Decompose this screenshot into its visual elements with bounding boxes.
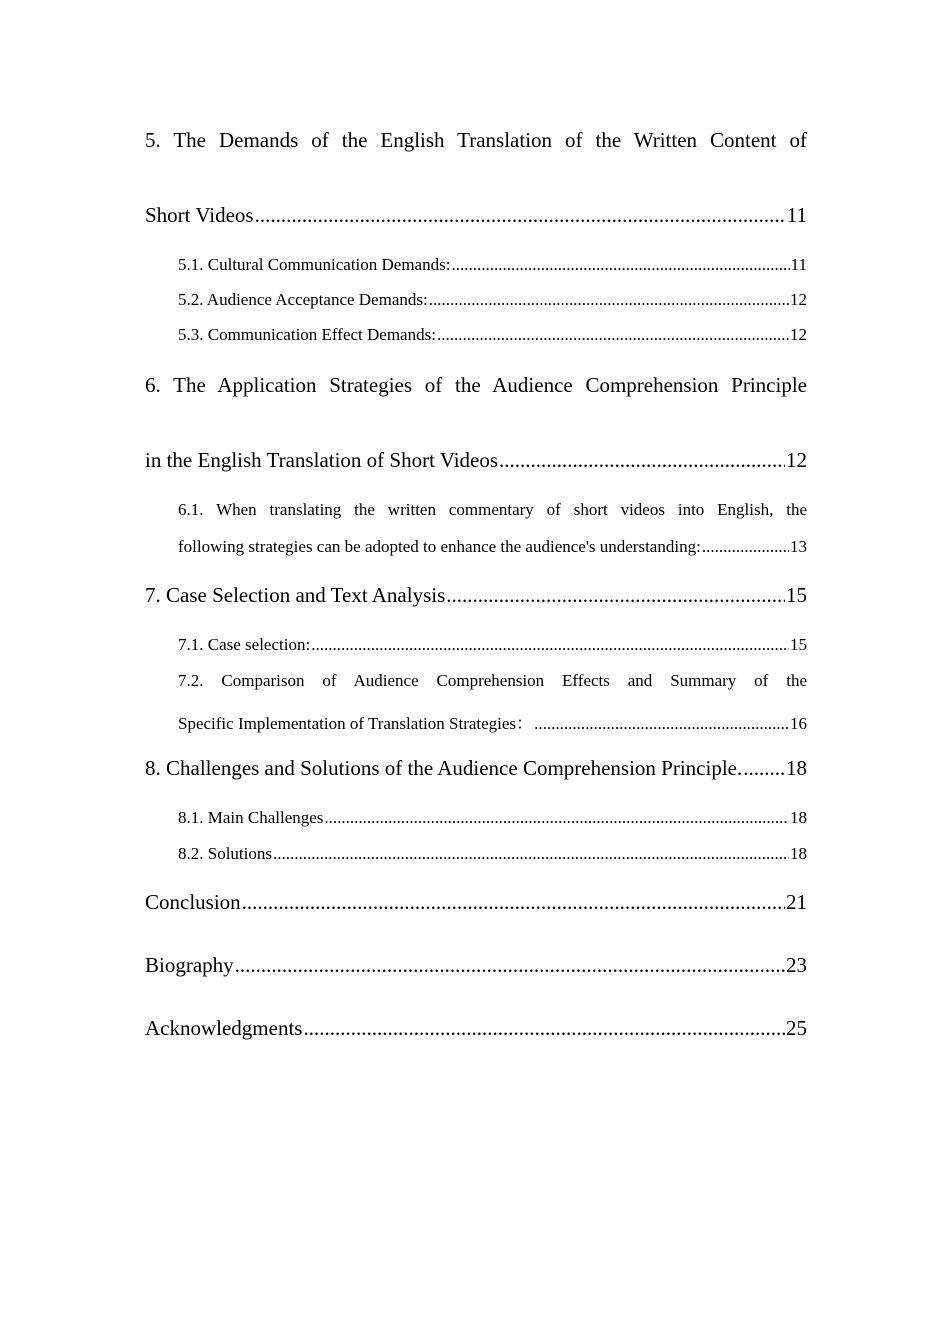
dot-leader [451, 255, 789, 275]
dot-leader [429, 290, 789, 310]
toc-entry-5-3[interactable] [178, 325, 807, 345]
toc-entry-6-1-cont[interactable] [178, 537, 807, 557]
toc-entry-title: Acknowledgments [145, 1016, 303, 1040]
page-number: 11 [790, 255, 807, 274]
dot-leader [324, 808, 789, 828]
page-number: 18 [790, 808, 807, 827]
toc-entry-section-5[interactable] [145, 128, 807, 153]
toc-entry-title-line1: 6. The Application Strategies of the Audience Comprehension Principle [145, 373, 807, 397]
toc-entry-biography[interactable] [145, 953, 807, 978]
page-number: 15 [786, 583, 807, 607]
toc-entry-6-1[interactable] [178, 500, 807, 520]
toc-entry-7-1[interactable] [178, 635, 807, 655]
toc-entry-section-8[interactable] [145, 756, 807, 781]
toc-entry-title: 8.1. Main Challenges [178, 808, 324, 827]
page-number: 15 [790, 635, 807, 654]
dot-leader [273, 844, 789, 864]
page-number: 23 [786, 953, 807, 977]
page-number: 25 [786, 1016, 807, 1040]
toc-entry-title: 5.2. Audience Acceptance Demands: [178, 290, 428, 309]
dot-leader [499, 448, 785, 473]
toc-entry-title-line2: Specific Implementation of Translation Strategies： [178, 714, 534, 733]
toc-entry-title: 8.2. Solutions [178, 844, 272, 863]
dot-leader [235, 953, 785, 978]
toc-entry-title-line2: following strategies can be adopted to enhance the audience's understanding: [178, 537, 701, 556]
toc-entry-title: 5.3. Communication Effect Demands: [178, 325, 436, 344]
toc-entry-title: Biography [145, 953, 234, 977]
page-number: 18 [786, 756, 807, 780]
page-number: 16 [790, 714, 807, 733]
toc-entry-8-1[interactable] [178, 808, 807, 828]
dot-leader [743, 756, 785, 781]
toc-entry-title: 7.1. Case selection: [178, 635, 311, 654]
toc-entry-acknowledgments[interactable] [145, 1016, 807, 1041]
dot-leader [311, 635, 789, 655]
toc-entry-title: 8. Challenges and Solutions of the Audience Comprehension Principle. [145, 756, 743, 780]
toc-entry-title-line1: 5. The Demands of the English Translation of the Written Content of [145, 128, 807, 152]
page-number: 21 [786, 890, 807, 914]
toc-entry-7-2[interactable] [178, 671, 807, 691]
page-number: 18 [790, 844, 807, 863]
toc-entry-title: 7. Case Selection and Text Analysis [145, 583, 446, 607]
dot-leader [437, 325, 789, 345]
toc-entry-conclusion[interactable] [145, 890, 807, 915]
dot-leader [446, 583, 785, 608]
page-number: 13 [790, 537, 807, 556]
toc-entry-7-2-cont[interactable] [178, 709, 807, 734]
toc-entry-title-line2: Short Videos [145, 203, 254, 227]
page-number: 11 [786, 203, 807, 227]
toc-entry-title-line1: 7.2. Comparison of Audience Comprehension Effects and Summary of the [178, 671, 807, 690]
toc-entry-title-line1: 6.1. When translating the written commentary of short videos into English, the [178, 500, 807, 519]
toc-entry-title: Conclusion [145, 890, 241, 914]
toc-entry-5-1[interactable] [178, 255, 807, 275]
dot-leader [702, 537, 789, 557]
toc-entry-title: 5.1. Cultural Communication Demands: [178, 255, 451, 274]
toc-entry-title-line2: in the English Translation of Short Videos [145, 448, 499, 472]
dot-leader [255, 203, 786, 228]
toc-entry-section-7[interactable] [145, 583, 807, 608]
toc-entry-section-5-cont[interactable] [145, 203, 807, 228]
toc-entry-5-2[interactable] [178, 290, 807, 310]
page-number: 12 [790, 290, 807, 309]
toc-entry-section-6[interactable] [145, 373, 807, 398]
toc-entry-8-2[interactable] [178, 844, 807, 864]
dot-leader [242, 890, 785, 915]
page-number: 12 [786, 448, 807, 472]
page-number: 12 [790, 325, 807, 344]
toc-entry-section-6-cont[interactable] [145, 448, 807, 473]
dot-leader [303, 1016, 785, 1041]
dot-leader [534, 714, 789, 734]
